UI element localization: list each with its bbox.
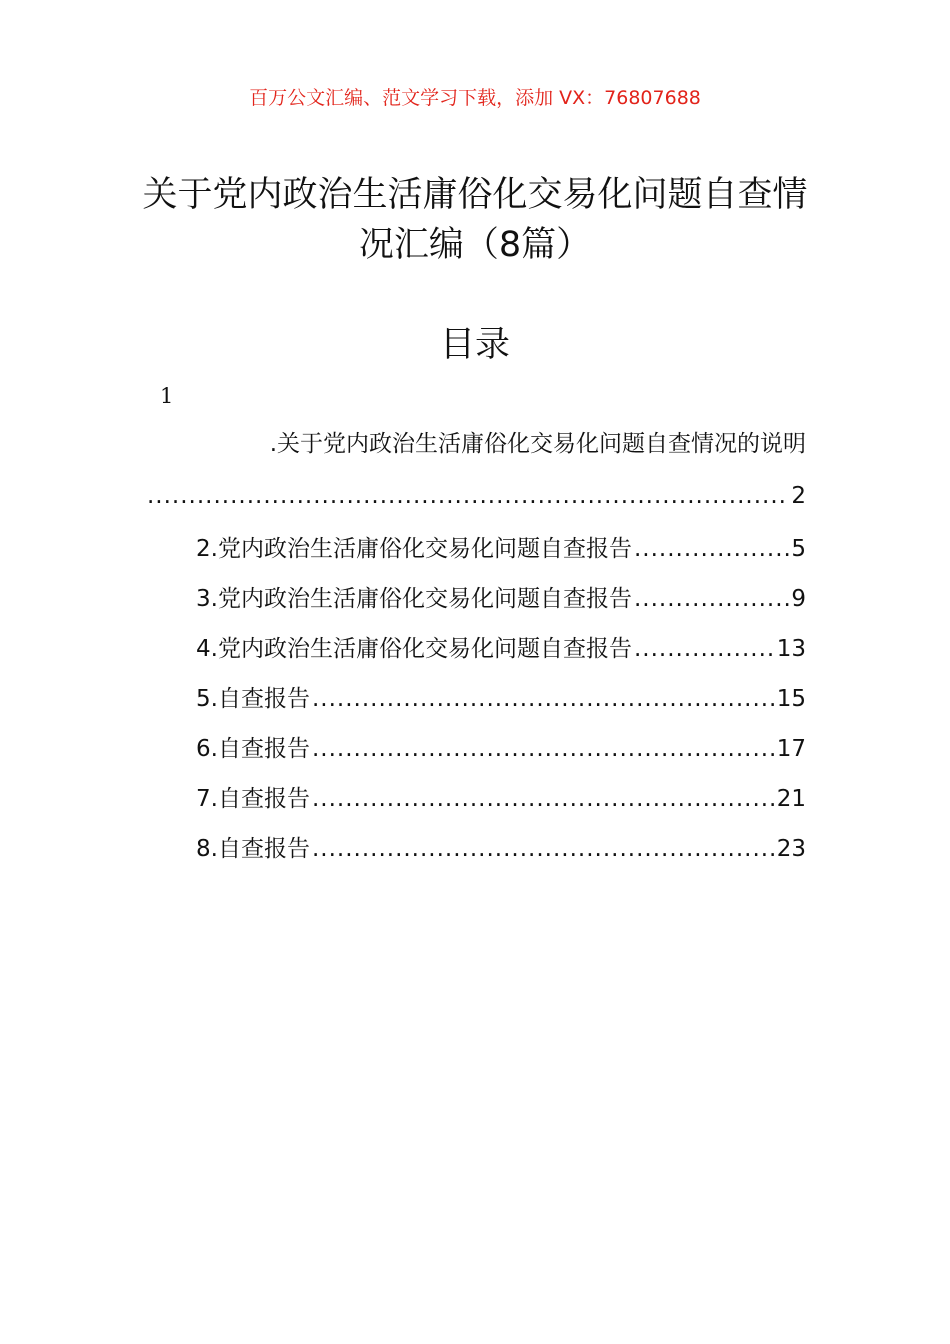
toc-entry-page: 9 bbox=[791, 586, 806, 612]
toc-entry[interactable] bbox=[196, 824, 806, 874]
toc-leader-dots bbox=[634, 579, 789, 619]
toc-entry-label: 5.自查报告 bbox=[196, 686, 310, 712]
toc-entry-page: 15 bbox=[776, 686, 806, 712]
toc-entry-1-leader-line[interactable] bbox=[145, 476, 806, 516]
toc-entry-page: 21 bbox=[776, 786, 806, 812]
toc-entry-label: 3.党内政治生活庸俗化交易化问题自查报告 bbox=[196, 586, 632, 612]
toc-entry[interactable] bbox=[196, 624, 806, 674]
toc-entry[interactable] bbox=[196, 674, 806, 724]
toc-leader-dots bbox=[312, 729, 775, 769]
toc-entry[interactable] bbox=[196, 774, 806, 824]
toc-entry[interactable] bbox=[196, 574, 806, 624]
toc-entry-page: 13 bbox=[776, 636, 806, 662]
toc-entry[interactable] bbox=[196, 524, 806, 574]
toc-entry-page: 23 bbox=[776, 836, 806, 862]
toc-entry-page: 17 bbox=[776, 736, 806, 762]
toc-entry-1-number: 1 bbox=[160, 384, 174, 408]
toc-entry-label: 7.自查报告 bbox=[196, 786, 310, 812]
toc-leader-dots bbox=[312, 779, 775, 819]
header-note: 百万公文汇编、范文学习下载，添加 VX：76807688 bbox=[249, 87, 701, 109]
toc-entry-page: 5 bbox=[791, 536, 806, 562]
toc-leader-dots bbox=[312, 829, 775, 869]
toc-entry-label: 8.自查报告 bbox=[196, 836, 310, 862]
document-title: 关于党内政治生活庸俗化交易化问题自查情况汇编（8篇） bbox=[142, 175, 808, 265]
toc-leader-dots bbox=[634, 529, 789, 569]
toc-entry-1-page: 2 bbox=[791, 483, 806, 509]
toc-entry-label: 6.自查报告 bbox=[196, 736, 310, 762]
toc-leader-dots bbox=[634, 629, 775, 669]
toc-list bbox=[196, 524, 806, 874]
toc-heading: 目录 bbox=[439, 325, 510, 365]
toc-entry-label: 4.党内政治生活庸俗化交易化问题自查报告 bbox=[196, 636, 632, 662]
toc-entry-label: 2.党内政治生活庸俗化交易化问题自查报告 bbox=[196, 536, 632, 562]
toc-entry[interactable] bbox=[196, 724, 806, 774]
toc-entry-1-title[interactable]: .关于党内政治生活庸俗化交易化问题自查情况的说明 bbox=[269, 431, 806, 457]
toc-leader-dots bbox=[147, 476, 789, 516]
toc-leader-dots bbox=[312, 679, 775, 719]
